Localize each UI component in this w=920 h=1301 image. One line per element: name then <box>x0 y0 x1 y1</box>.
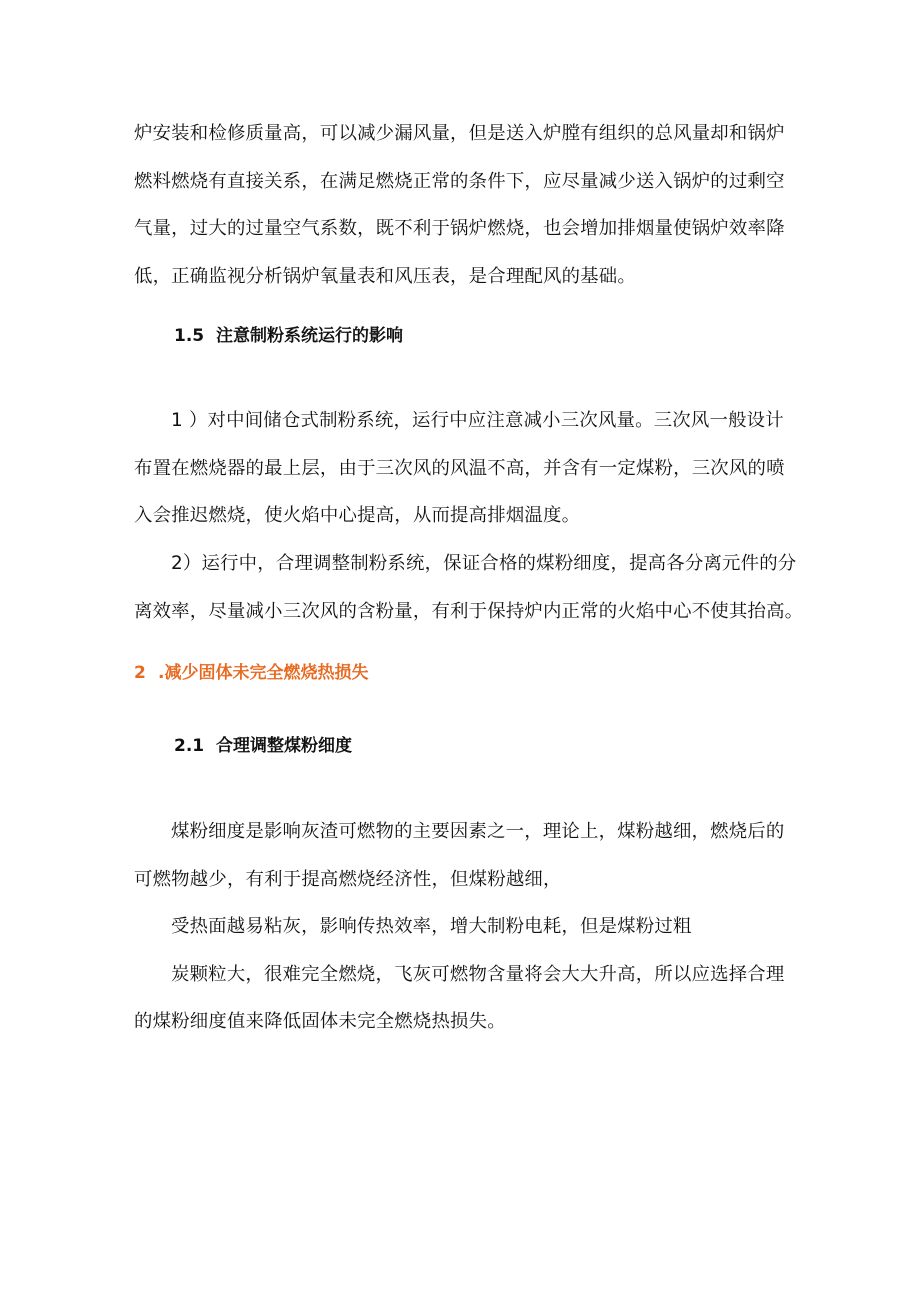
section-heading-2 <box>134 661 368 685</box>
paragraph-line: 可燃物越少，有利于提高燃烧经济性，但煤粉越细， <box>134 868 562 890</box>
paragraph-line: 2）运行中，合理调整制粉系统，保证合格的煤粉细度，提高各分离元件的分 <box>171 553 797 574</box>
section-number: 2 <box>134 663 146 683</box>
paragraph-2-1 <box>134 808 806 1046</box>
section-number: 2.1 <box>174 736 205 756</box>
paragraph-line: 1 ）对中间储仓式制粉系统，运行中应注意减小三次风量。三次风一般设计 <box>171 410 784 431</box>
paragraph-line: 煤粉细度是影响灰渣可燃物的主要因素之一，理论上，煤粉越细，燃烧后的 <box>171 821 785 842</box>
paragraph-line: 炉安装和检修质量高，可以减少漏风量，但是送入炉膛有组织的总风量却和锅炉 <box>134 123 785 144</box>
paragraph-line: 受热面越易粘灰，影响传热效率，增大制粉电耗，但是煤粉过粗 <box>171 916 692 937</box>
paragraph-line: 离效率，尽量减小三次风的含粉量，有利于保持炉内正常的火焰中心不使其抬高。 <box>134 600 804 622</box>
section-heading-1-5 <box>174 324 403 348</box>
paragraph-line: 炭颗粒大，很难完全燃烧，飞灰可燃物含量将会大大升高，所以应选择合理 <box>171 963 785 985</box>
list-item-2 <box>134 540 806 635</box>
section-title: 合理调整煤粉细度 <box>216 736 352 756</box>
section-title: .减少固体未完全燃烧热损失 <box>158 663 369 683</box>
section-number: 1.5 <box>174 326 205 346</box>
paragraph-line: 低，正确监视分析锅炉氧量表和风压表，是合理配风的基础。 <box>134 265 636 287</box>
intro-paragraph <box>134 110 806 300</box>
section-title: 注意制粉系统运行的影响 <box>216 326 403 346</box>
paragraph-line: 入会推迟燃烧，使火焰中心提高，从而提高排烟温度。 <box>134 505 581 526</box>
paragraph-line: 燃料燃烧有直接关系，在满足燃烧正常的条件下，应尽量减少送入锅炉的过剩空 <box>134 170 785 192</box>
paragraph-line: 的煤粉细度值来降低固体未完全燃烧热损失。 <box>134 1011 506 1032</box>
paragraph-line: 气量，过大的过量空气系数，既不利于锅炉燃烧，也会增加排烟量使锅炉效率降 <box>134 218 785 239</box>
paragraph-line: 布置在燃烧器的最上层，由于三次风的风温不高，并含有一定煤粉，三次风的喷 <box>134 457 785 479</box>
section-heading-2-1 <box>174 734 352 758</box>
list-item-1 <box>134 397 806 540</box>
